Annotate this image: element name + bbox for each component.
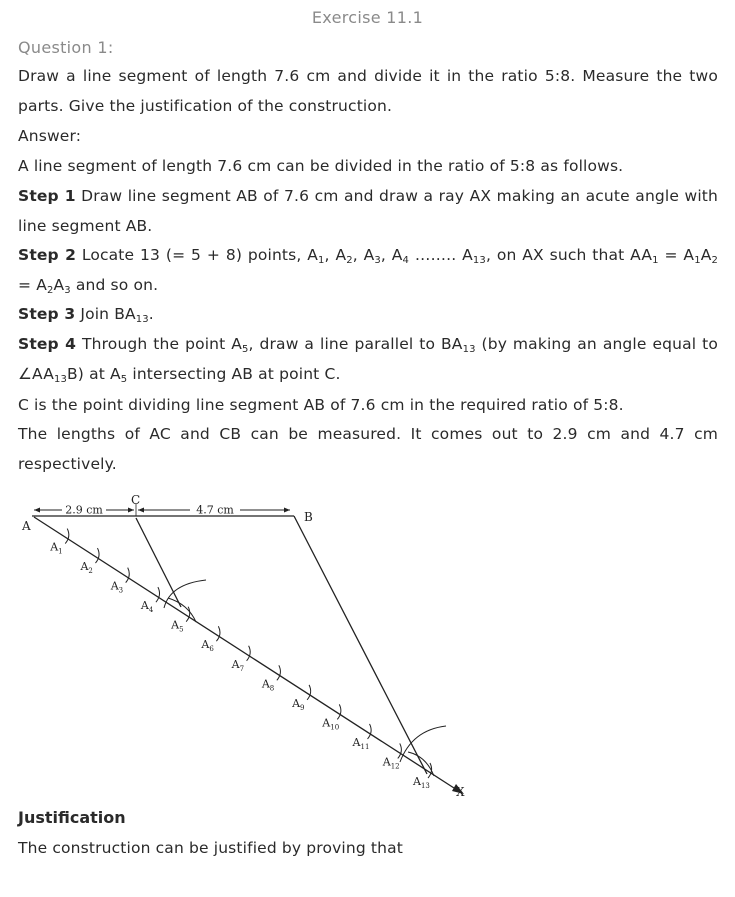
- step-3-text: Join $BA_{13}$.: [80, 305, 154, 325]
- label-a: A: [22, 519, 31, 533]
- step-1-label: Step 1: [18, 187, 76, 205]
- point-label-a5: $A_5$: [171, 618, 184, 634]
- step-4-text: Through the point $A_5$, draw a line parallel to $BA_{13}$ (by making an angle equal to $\angle AA_{13}B$) at $A_5$ intersecting AB at point C.: [18, 335, 719, 385]
- exercise-title: Exercise 11.1: [311, 8, 424, 27]
- point-label-a10: $A_{10}$: [322, 716, 340, 732]
- point-mark-a2: [95, 548, 99, 563]
- point-label-a11: $A_{11}$: [352, 735, 370, 751]
- point-label-a7: $A_7$: [231, 657, 245, 673]
- point-label-a12: $A_{12}$: [382, 755, 400, 771]
- answer-label: Answer:: [18, 127, 82, 145]
- label-c: C: [131, 493, 141, 507]
- step-1: [18, 182, 718, 241]
- point-mark-a9: [307, 685, 311, 700]
- question-text: Draw a line segment of length 7.6 cm and divide it in the ratio 5:8. Measure the two parts. Give the justification of the construction.: [18, 67, 718, 115]
- point-mark-a10: [337, 704, 341, 719]
- point-mark-a3: [126, 568, 130, 583]
- point-mark-a7: [247, 646, 251, 661]
- closing-text: The construction can be justified by proving that: [18, 839, 403, 857]
- dimension-cb: [138, 504, 290, 517]
- point-label-a13: $A_{13}$: [413, 775, 430, 790]
- point-label-a8: $A_8$: [261, 677, 275, 693]
- justification-heading: Justification: [18, 808, 126, 827]
- step-3: [18, 300, 718, 330]
- step-2-text: Locate 13 (= 5 + 8) points, $A_1$, $A_2$, $A_3$, $A_4$ …….. $A_{13}$, on AX such that $AA_1 = A_1A_2 = A_2A_3$ and so on.: [18, 246, 718, 296]
- conclusion-1: C is the point dividing line segment AB of 7.6 cm in the required ratio of 5:8.: [18, 396, 624, 414]
- point-mark-a6: [216, 626, 220, 641]
- point-label-a2: $A_2$: [80, 560, 93, 576]
- conclusion-2: The lengths of AC and CB can be measured. It comes out to 2.9 cm and 4.7 cm respectively.: [18, 425, 718, 473]
- point-mark-a12: [398, 743, 402, 758]
- point-label-a9: $A_9$: [292, 696, 305, 712]
- construction-figure: [18, 490, 478, 800]
- question-label: Question 1:: [18, 38, 114, 57]
- arc-a13: [400, 726, 446, 762]
- point-mark-a8: [277, 665, 281, 680]
- ray-points: [49, 529, 431, 790]
- step-2: [18, 241, 718, 300]
- point-mark-a1: [65, 529, 69, 544]
- point-mark-a4: [156, 587, 160, 602]
- label-b: B: [304, 510, 313, 524]
- point-label-a6: $A_6$: [201, 638, 214, 654]
- line-c-a5: [136, 518, 181, 607]
- step-3-label: Step 3: [18, 305, 76, 323]
- step-2-label: Step 2: [18, 246, 77, 264]
- dimension-ac: [34, 504, 134, 517]
- step-4: [18, 330, 718, 389]
- point-label-a4: $A_4$: [140, 599, 154, 615]
- line-b-a13: [294, 516, 427, 774]
- point-label-a1: $A_1$: [50, 540, 63, 556]
- dim-ac-label: 2.9 cm: [65, 503, 103, 517]
- point-label-a3: $A_3$: [110, 579, 124, 595]
- ray-ax: [34, 517, 454, 788]
- answer-intro: A line segment of length 7.6 cm can be divided in the ratio of 5:8 as follows.: [18, 157, 624, 175]
- label-x: X: [456, 785, 465, 799]
- step-1-text: Draw line segment AB of 7.6 cm and draw a ray AX making an acute angle with line segment AB.: [18, 187, 719, 235]
- step-4-label: Step 4: [18, 335, 77, 353]
- point-mark-a11: [368, 724, 372, 739]
- dim-cb-label: 4.7 cm: [196, 503, 234, 517]
- arc-a5: [164, 580, 206, 608]
